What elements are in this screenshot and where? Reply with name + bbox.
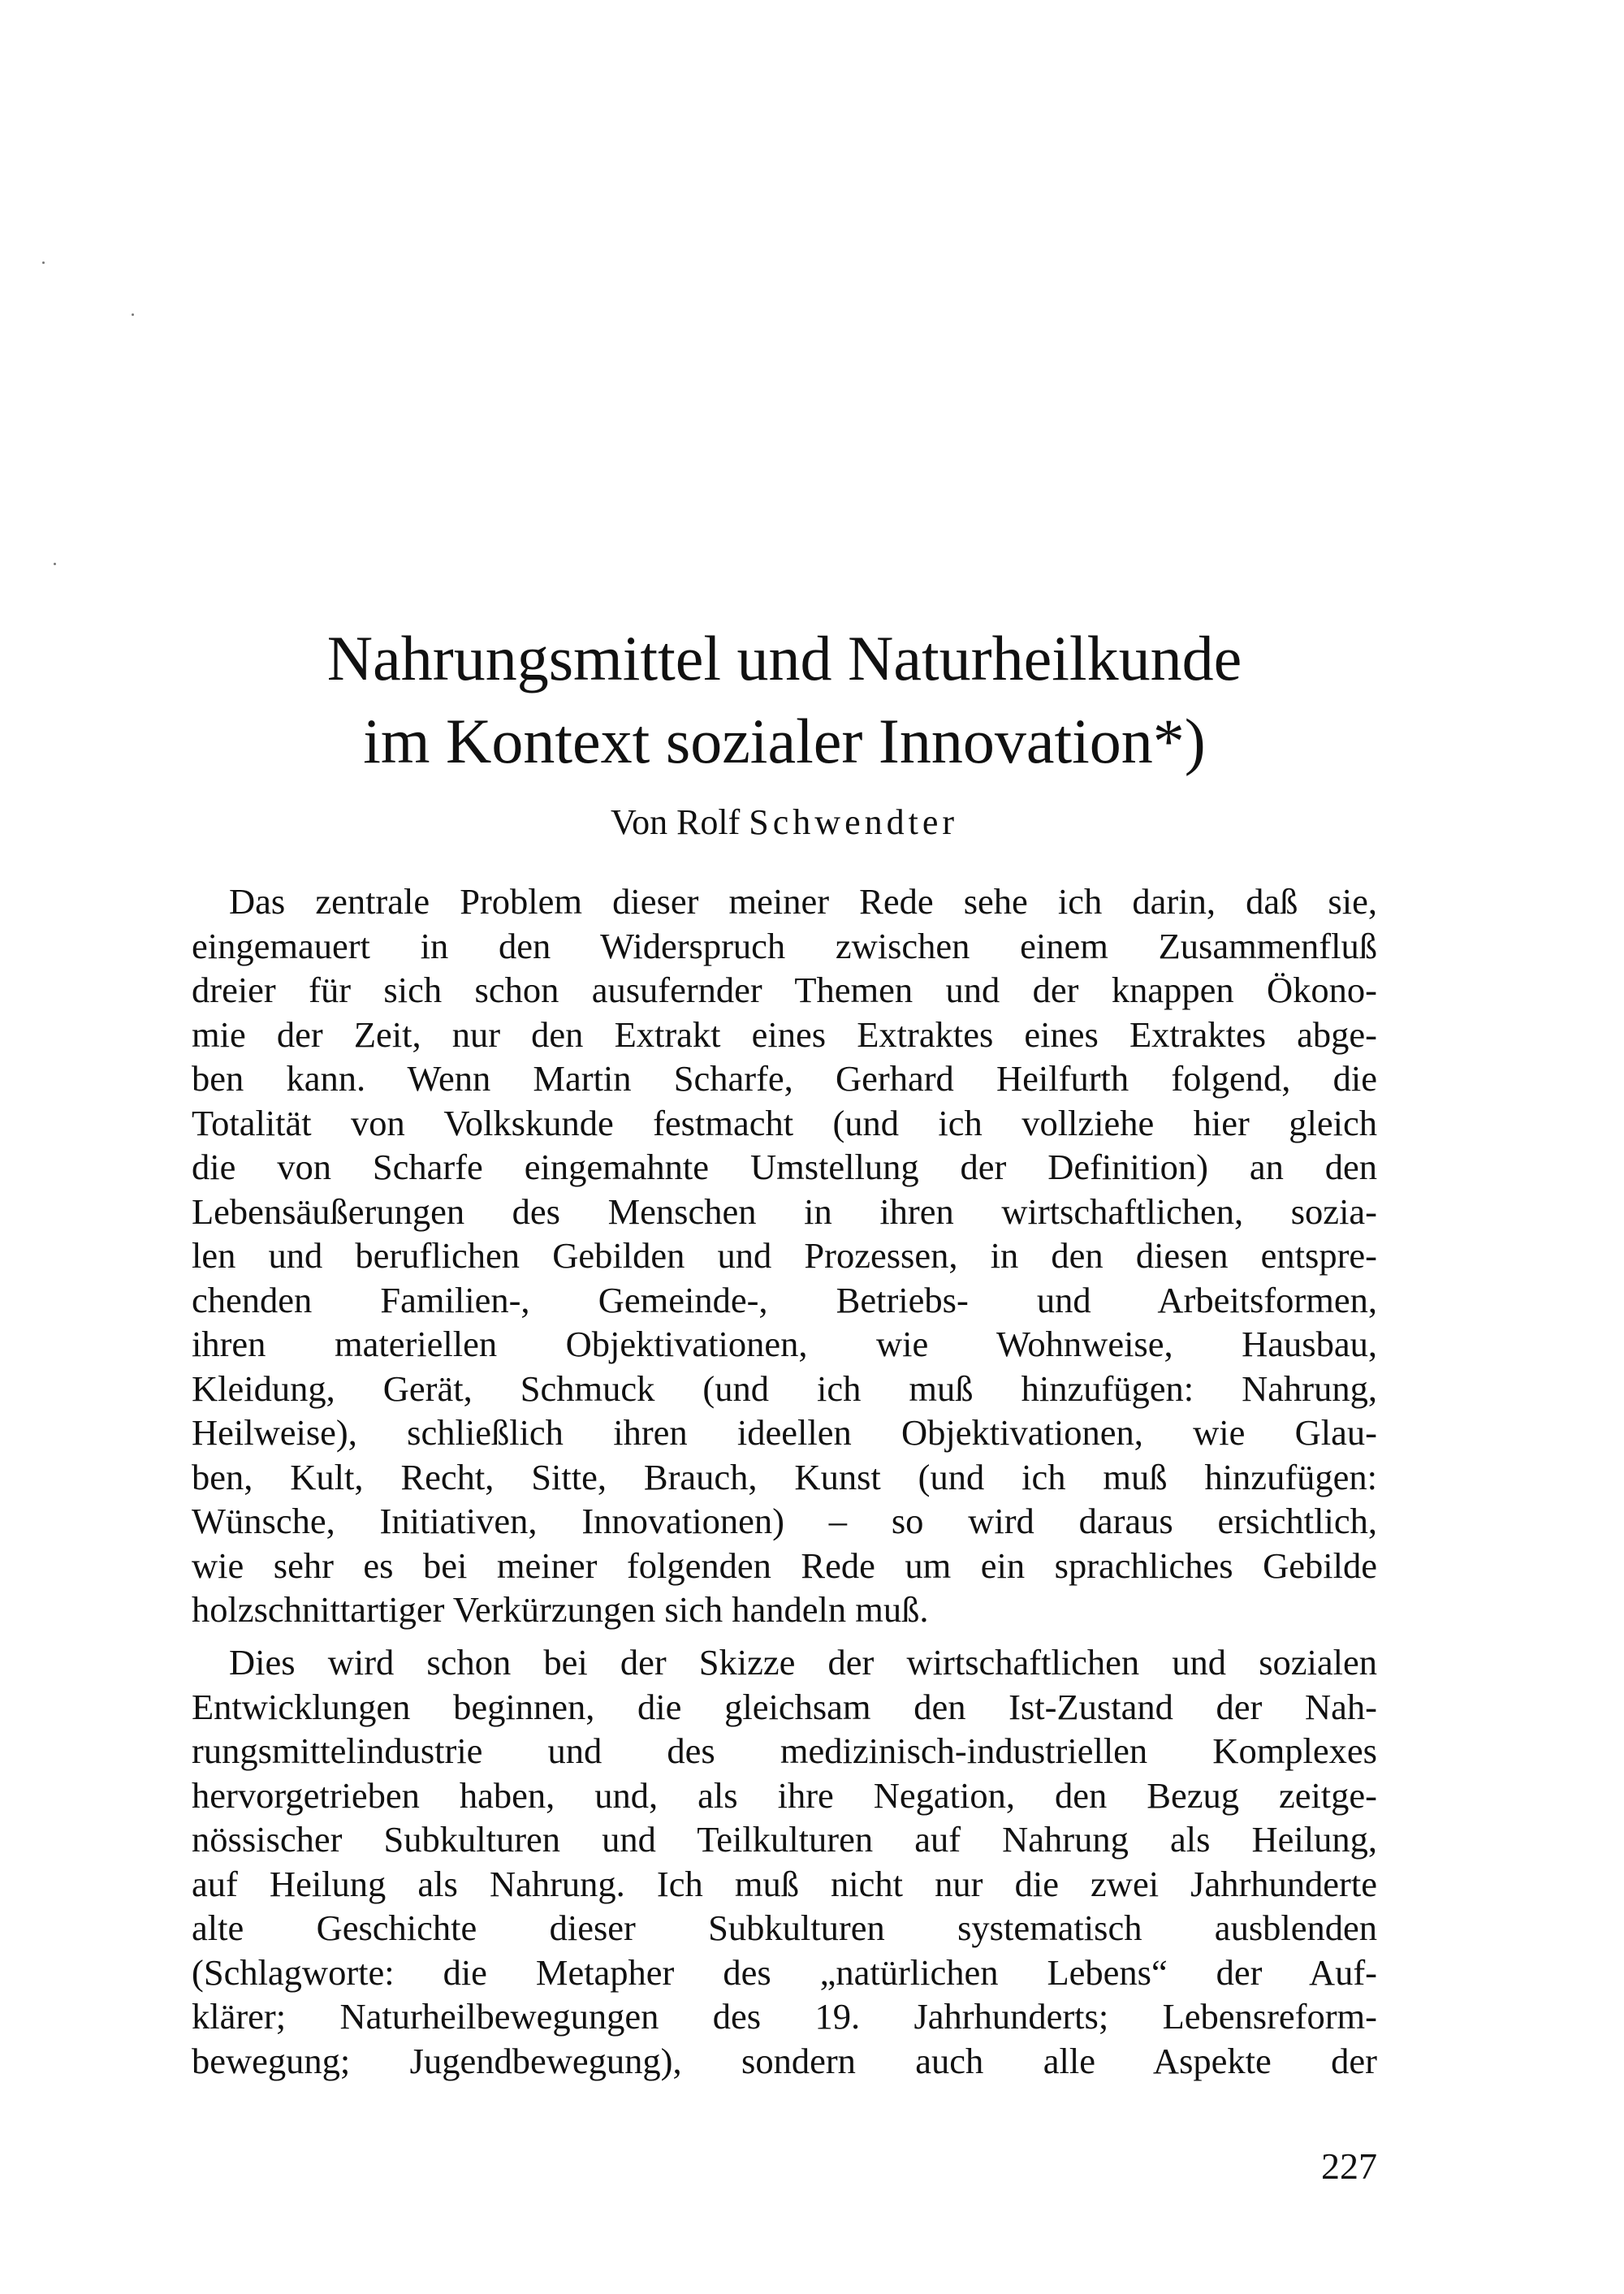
text-line: Entwicklungen beginnen, die gleichsam den Ist-Zustand der Nah- [192,1686,1377,1727]
text-line: Kleidung, Gerät, Schmuck (und ich muß hinzufügen: Nahrung, [192,1367,1377,1409]
text-line: holzschnittartiger Verkürzungen sich handeln muß. [192,1589,929,1630]
scan-speck [54,563,56,565]
text-line: ihren materiellen Objektivationen, wie Wohnweise, Hausbau, [192,1324,1377,1364]
text-line: klärer; Naturheilbewegungen des 19. Jahrhunderts; Lebensreform- [192,1996,1377,2037]
text-line: Das zentrale Problem dieser meiner Rede sehe ich darin, daß sie, [229,881,1377,922]
text-line: eingemauert in den Widerspruch zwischen einem Zusammenfluß [192,925,1377,966]
text-line: dreier für sich schon ausufernder Themen und der knappen Ökono- [192,970,1377,1010]
text-line: Dies wird schon bei der Skizze der wirtschaftlichen und sozialen [229,1642,1377,1683]
text-line: (Schlagworte: die Metapher des „natürlichen Lebens“ der Auf- [192,1951,1377,1993]
scan-speck [42,261,45,264]
author-byline [192,800,1377,845]
text-line: Lebensäußerungen des Menschen in ihren wirtschaftlichen, sozia- [192,1190,1377,1232]
body-paragraph-1 [192,879,1377,1632]
text-line: rungsmittelindustrie und des medizinisch-industriellen Komplexes [192,1730,1377,1771]
text-line: len und beruflichen Gebilden und Prozessen, in den diesen entspre- [192,1235,1377,1276]
author-prefix: Von Rolf [610,802,741,842]
body-paragraph-2 [192,1640,1377,2083]
page-number: 227 [1321,2145,1377,2187]
text-line: Heilweise), schließlich ihren ideellen Objektivationen, wie Glau- [192,1412,1377,1453]
article-title [192,617,1377,783]
text-line: ben, Kult, Recht, Sitte, Brauch, Kunst (und ich muß hinzufügen: [192,1456,1377,1497]
title-line-2: im Kontext sozialer Innovation*) [363,706,1206,776]
text-line: die von Scharfe eingemahnte Umstellung der Definition) an den [192,1147,1377,1187]
text-line: auf Heilung als Nahrung. Ich muß nicht nur die zwei Jahrhunderte [192,1863,1377,1904]
text-line: mie der Zeit, nur den Extrakt eines Extraktes eines Extraktes abge- [192,1013,1377,1055]
text-line: wie sehr es bei meiner folgenden Rede um ein sprachliches Gebilde [192,1544,1377,1586]
text-line: Wünsche, Initiativen, Innovationen) – so wird daraus ersichtlich, [192,1501,1377,1541]
title-line-1: Nahrungsmittel und Naturheilkunde [326,623,1242,693]
text-line: chenden Familien-, Gemeinde-, Betriebs- und Arbeitsformen, [192,1279,1377,1320]
text-line: alte Geschichte dieser Subkulturen systematisch ausblenden [192,1907,1377,1948]
text-line: Totalität von Volkskunde festmacht (und ich vollziehe hier gleich [192,1102,1377,1143]
text-line: hervorgetrieben haben, und, als ihre Negation, den Bezug zeitge- [192,1774,1377,1816]
text-line: nössischer Subkulturen und Teilkulturen auf Nahrung als Heilung, [192,1819,1377,1860]
author-surname: Schwendter [749,802,959,842]
text-line: bewegung; Jugendbewegung), sondern auch alle Aspekte der [192,2040,1377,2081]
text-line: ben kann. Wenn Martin Scharfe, Gerhard Heilfurth folgend, die [192,1058,1377,1099]
scan-speck [132,313,134,316]
